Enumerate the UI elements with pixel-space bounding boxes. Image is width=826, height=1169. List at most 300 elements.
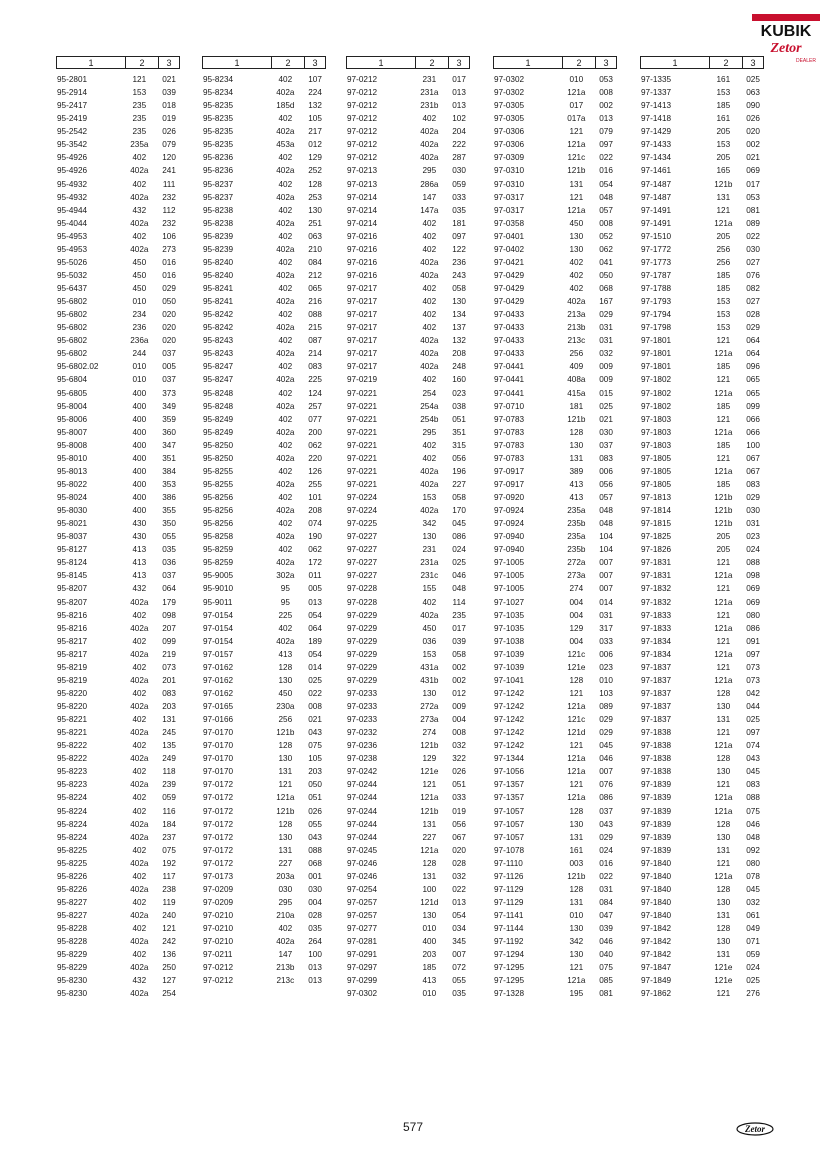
table-row: [202, 217, 326, 230]
part-number: 95-8227: [57, 911, 88, 920]
group: 128: [716, 924, 731, 934]
group: 121b: [714, 519, 733, 529]
part-number: 97-0162: [203, 675, 234, 685]
part-number: 97-1837: [641, 702, 672, 711]
group: 203: [422, 950, 437, 960]
group: 402: [278, 336, 293, 346]
part-number: 97-1433: [641, 140, 672, 150]
group: 432: [132, 205, 147, 215]
position: 196: [452, 466, 466, 476]
table-row: [493, 138, 617, 151]
table-row: [202, 400, 326, 413]
table-row: [493, 530, 617, 543]
table-row: [346, 295, 470, 308]
table-row: [640, 360, 764, 373]
table-row: [56, 478, 180, 491]
part-number: 97-1847: [641, 963, 672, 973]
part-number: 97-0783: [494, 440, 525, 450]
part-number: 95-8225: [57, 858, 88, 868]
position: 273: [162, 244, 176, 254]
table-row: [640, 387, 764, 400]
group: 128: [278, 741, 293, 751]
position: 006: [599, 466, 613, 476]
group: 402: [422, 375, 437, 385]
part-number: 97-1839: [641, 819, 672, 829]
part-number: 95-8248: [203, 401, 234, 411]
group: 413: [278, 649, 293, 659]
table-row: [56, 635, 180, 648]
table-row: [202, 896, 326, 909]
part-number: 95-8229: [57, 950, 88, 960]
group: 131: [716, 950, 731, 960]
part-number: 97-1129: [494, 884, 524, 894]
group: 413: [132, 558, 147, 568]
table-row: [56, 439, 180, 452]
table-row: [202, 870, 326, 883]
part-number: 95-8235: [203, 127, 234, 137]
group: 400: [422, 937, 437, 947]
table-row: [493, 373, 617, 386]
part-number: 97-0238: [347, 754, 378, 764]
part-number: 95-2419: [57, 114, 88, 124]
part-number: 95-8243: [203, 349, 234, 359]
position: 232: [162, 218, 176, 228]
table-row: [202, 609, 326, 622]
group: 430: [132, 519, 147, 529]
part-number: 95-8222: [57, 754, 88, 764]
part-number: 95-8249: [203, 414, 234, 424]
position: 029: [746, 323, 760, 333]
part-number: 95-8234: [203, 88, 234, 98]
table-row: [346, 648, 470, 661]
table-row: [640, 596, 764, 609]
part-number: 97-1035: [494, 610, 525, 620]
position: 023: [452, 388, 466, 398]
group: 004: [569, 636, 584, 646]
table-row: [493, 883, 617, 896]
group: 402a: [130, 911, 149, 920]
group: 402a: [420, 153, 439, 163]
table-row: [56, 974, 180, 987]
group: 121: [716, 989, 731, 999]
position: 008: [599, 218, 613, 228]
table-row: [493, 73, 617, 86]
position: 021: [599, 414, 613, 424]
group: 231a: [420, 88, 439, 98]
position: 066: [746, 414, 760, 424]
group: 130: [278, 675, 293, 685]
part-number: 97-0212: [347, 88, 378, 98]
group: 153: [716, 297, 731, 307]
group: 131: [716, 911, 731, 920]
group: 402: [132, 179, 147, 189]
group: 121: [569, 741, 584, 751]
part-number: 95-8258: [203, 532, 234, 542]
part-number: 97-0229: [347, 623, 378, 633]
position: 053: [599, 75, 613, 84]
group: 409: [569, 362, 584, 372]
table-row: [202, 465, 326, 478]
group: 256: [569, 349, 584, 359]
position: 025: [746, 715, 760, 725]
part-number: 97-1335: [641, 75, 672, 84]
part-number: 97-0783: [494, 414, 525, 424]
part-number: 95-4926: [57, 153, 88, 163]
part-number: 95-8235: [203, 101, 234, 111]
part-number: 95-2801: [57, 75, 88, 84]
group: 272a: [567, 558, 586, 568]
position: 061: [746, 911, 760, 920]
group: 121: [716, 414, 731, 424]
table-row: [493, 582, 617, 595]
table-row: [493, 164, 617, 177]
part-number: 97-0212: [203, 976, 234, 986]
group: 010: [132, 297, 147, 307]
table-row: [56, 164, 180, 177]
position: 071: [746, 937, 760, 947]
part-number: 95-8224: [57, 819, 88, 829]
group: 210a: [276, 911, 295, 920]
column-header: [202, 56, 326, 69]
group: 342: [422, 519, 437, 529]
position: 076: [599, 780, 613, 790]
group: 236a: [130, 336, 149, 346]
group: 450: [132, 257, 147, 267]
table-row: [640, 413, 764, 426]
position: 373: [162, 388, 176, 398]
group: 402: [278, 493, 293, 502]
part-number: 97-0236: [347, 741, 378, 751]
position: 048: [599, 519, 613, 529]
table-row: [346, 125, 470, 138]
group: 402a: [276, 506, 295, 516]
position: 027: [746, 257, 760, 267]
table-row: [640, 726, 764, 739]
position: 049: [746, 924, 760, 934]
part-number: 97-1510: [641, 231, 672, 241]
position: 017: [452, 75, 466, 84]
group: 402a: [276, 244, 295, 254]
group: 254: [422, 388, 437, 398]
table-row: [640, 230, 764, 243]
table-row: [56, 204, 180, 217]
group: 402: [278, 519, 293, 529]
part-number: 97-1838: [641, 754, 672, 764]
table-row: [640, 870, 764, 883]
part-number: 97-1839: [641, 793, 672, 803]
table-row: [346, 178, 470, 191]
table-row: [346, 987, 470, 1000]
table-row: [640, 439, 764, 452]
position: 203: [308, 767, 322, 777]
group: 153: [716, 323, 731, 333]
table-row: [493, 230, 617, 243]
table-row: [56, 569, 180, 582]
group: 121e: [420, 767, 439, 777]
part-number: 97-1803: [641, 414, 672, 424]
group: 121a: [420, 793, 439, 803]
part-number: 97-1357: [494, 780, 525, 790]
part-number: 97-1862: [641, 989, 672, 999]
table-row: [640, 791, 764, 804]
group: 402a: [276, 218, 295, 228]
position: 044: [746, 702, 760, 711]
table-row: [346, 752, 470, 765]
position: 200: [308, 427, 322, 437]
part-number: 95-5026: [57, 257, 88, 267]
group: 130: [716, 897, 731, 907]
table-row: [346, 73, 470, 86]
position: 056: [452, 453, 466, 463]
position: 002: [746, 140, 760, 150]
position: 022: [746, 231, 760, 241]
group: 389: [569, 466, 584, 476]
table-row: [640, 831, 764, 844]
position: 099: [162, 636, 176, 646]
header-cell: 1: [494, 57, 563, 68]
position: 040: [599, 950, 613, 960]
part-number: 95-8221: [57, 715, 88, 725]
table-row: [493, 765, 617, 778]
position: 132: [308, 101, 322, 111]
table-row: [640, 295, 764, 308]
table-row: [202, 439, 326, 452]
position: 019: [452, 806, 466, 816]
position: 082: [746, 284, 760, 293]
table-row: [202, 778, 326, 791]
part-number: 95-8238: [203, 218, 234, 228]
table-row: [346, 491, 470, 504]
group: 402: [278, 545, 293, 555]
part-number: 97-1057: [494, 806, 525, 816]
part-number: 95-8008: [57, 440, 88, 450]
position: 007: [599, 584, 613, 594]
group: 402: [132, 793, 147, 803]
group: 402a: [130, 649, 149, 659]
table-row: [640, 909, 764, 922]
part-number: 95-6802: [57, 349, 88, 359]
table-row: [493, 504, 617, 517]
table-row: [640, 857, 764, 870]
header-cell: 2: [272, 57, 305, 68]
table-row: [202, 857, 326, 870]
group: 402: [569, 270, 584, 280]
table-row: [56, 334, 180, 347]
table-row: [493, 243, 617, 256]
position: 081: [599, 989, 613, 999]
position: 029: [746, 493, 760, 502]
table-row: [640, 504, 764, 517]
part-number: 97-0209: [203, 897, 234, 907]
table-row: [346, 112, 470, 125]
part-number: 97-0257: [347, 911, 378, 920]
group: 95: [280, 597, 290, 607]
part-number: 97-0224: [347, 506, 378, 516]
group: 121b: [714, 179, 733, 189]
part-number: 97-0172: [203, 806, 234, 816]
part-number: 97-1038: [494, 636, 525, 646]
part-number: 95-8240: [203, 257, 234, 267]
position: 054: [599, 179, 613, 189]
part-number: 95-8237: [203, 192, 234, 202]
group: 121: [569, 688, 584, 698]
header-cell: 1: [641, 57, 710, 68]
table-row: [493, 818, 617, 831]
table-row: [202, 504, 326, 517]
group: 286a: [420, 179, 439, 189]
part-number: 97-0433: [494, 323, 525, 333]
position: 057: [599, 493, 613, 502]
group: 121: [716, 662, 731, 672]
part-number: 95-8256: [203, 493, 234, 502]
position: 315: [452, 440, 466, 450]
group: 402: [278, 75, 293, 84]
group: 213b: [567, 323, 586, 333]
group: 203a: [276, 871, 295, 881]
position: 045: [452, 519, 466, 529]
position: 083: [746, 479, 760, 489]
position: 068: [599, 284, 613, 293]
position: 028: [308, 911, 322, 920]
brand-tagline: DEALER: [795, 58, 817, 64]
group: 295: [422, 427, 437, 437]
table-row: [56, 948, 180, 961]
part-number: 97-1056: [494, 767, 525, 777]
position: 347: [162, 440, 176, 450]
group: 402: [422, 218, 437, 228]
group: 185: [716, 440, 731, 450]
part-number: 97-0221: [347, 479, 378, 489]
group: 128: [716, 688, 731, 698]
table-row: [346, 413, 470, 426]
part-number: 97-1787: [641, 270, 672, 280]
position: 062: [599, 244, 613, 254]
group: 402a: [130, 675, 149, 685]
part-number: 95-8241: [203, 297, 234, 307]
group: 121: [716, 336, 731, 346]
group: 121: [422, 780, 437, 790]
position: 039: [162, 88, 176, 98]
group: 402: [278, 414, 293, 424]
part-number: 97-1773: [641, 257, 672, 267]
position: 008: [308, 702, 322, 711]
position: 064: [746, 349, 760, 359]
position: 037: [599, 440, 613, 450]
part-number: 97-0246: [347, 871, 378, 881]
table-row: [56, 256, 180, 269]
table-row: [493, 857, 617, 870]
table-row: [346, 844, 470, 857]
table-row: [202, 543, 326, 556]
table-row: [640, 818, 764, 831]
part-number: 97-1242: [494, 702, 525, 711]
position: 091: [746, 636, 760, 646]
position: 062: [308, 440, 322, 450]
group: 413: [132, 571, 147, 581]
group: 121a: [714, 806, 733, 816]
group: 402a: [130, 780, 149, 790]
group: 017a: [567, 114, 586, 124]
group: 121b: [714, 506, 733, 516]
group: 256: [278, 715, 293, 725]
part-number: 97-1110: [494, 858, 523, 868]
part-number: 97-0924: [494, 506, 525, 516]
group: 225: [278, 610, 293, 620]
table-row: [56, 596, 180, 609]
group: 121: [569, 963, 584, 973]
position: 350: [162, 519, 176, 529]
part-number: 97-1242: [494, 688, 525, 698]
group: 128: [422, 858, 437, 868]
table-row: [56, 217, 180, 230]
position: 064: [308, 623, 322, 633]
position: 011: [308, 571, 322, 581]
part-number: 95-8006: [57, 414, 88, 424]
group: 121d: [567, 728, 586, 738]
table-row: [346, 452, 470, 465]
position: 025: [308, 675, 322, 685]
group: 205: [716, 127, 731, 137]
group: 402: [132, 610, 147, 620]
position: 039: [452, 636, 466, 646]
position: 043: [599, 819, 613, 829]
position: 026: [452, 767, 466, 777]
table-row: [640, 517, 764, 530]
part-number: 97-1294: [494, 950, 525, 960]
table-row: [56, 987, 180, 1000]
position: 104: [599, 532, 613, 542]
table-row: [56, 269, 180, 282]
position: 028: [746, 310, 760, 320]
table-row: [346, 635, 470, 648]
part-number: 97-0302: [494, 75, 525, 84]
group: 121a: [420, 845, 439, 855]
group: 402: [132, 950, 147, 960]
group: 400: [132, 479, 147, 489]
column-header: [56, 56, 180, 69]
part-number: 95-6804: [57, 375, 88, 385]
position: 124: [308, 388, 322, 398]
group: 185: [716, 270, 731, 280]
table-row: [56, 360, 180, 373]
position: 031: [599, 884, 613, 894]
table-row: [202, 530, 326, 543]
part-number: 95-8236: [203, 166, 234, 176]
part-number: 97-0233: [347, 702, 378, 711]
part-number: 95-8259: [203, 545, 234, 555]
group: 400: [132, 440, 147, 450]
position: 130: [308, 205, 322, 215]
group: 400: [132, 427, 147, 437]
header-cell: 3: [166, 58, 172, 68]
group: 450: [132, 270, 147, 280]
position: 030: [746, 244, 760, 254]
group: 273a: [567, 571, 586, 581]
position: 047: [599, 911, 613, 920]
part-number: 97-0228: [347, 597, 378, 607]
group: 402: [569, 257, 584, 267]
part-number: 95-8242: [203, 323, 234, 333]
table-row: [346, 243, 470, 256]
position: 210: [308, 244, 322, 254]
part-number: 95-8217: [57, 636, 88, 646]
part-number: 97-1005: [494, 558, 525, 568]
part-number: 97-0172: [203, 793, 234, 803]
table-row: [56, 504, 180, 517]
part-number: 97-1242: [494, 741, 525, 751]
group: 453a: [276, 140, 295, 150]
position: 010: [599, 675, 613, 685]
